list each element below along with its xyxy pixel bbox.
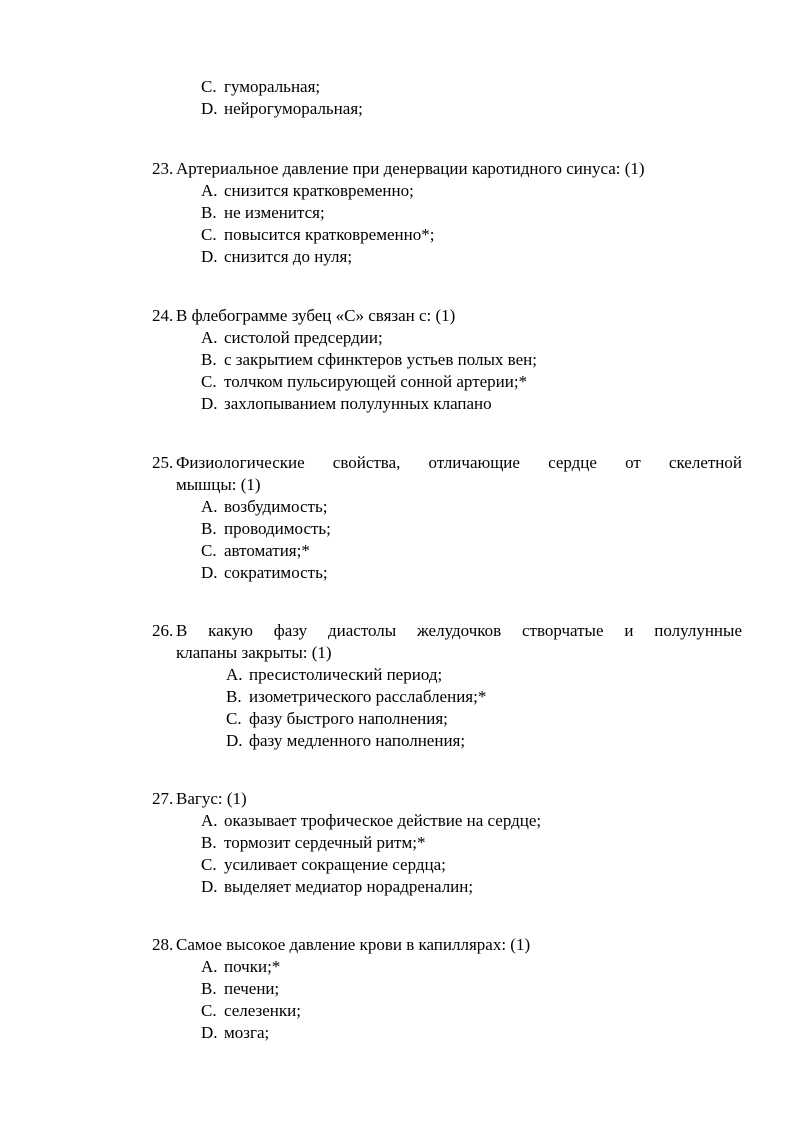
option-letter: C. bbox=[201, 225, 217, 244]
option-text: мозга; bbox=[224, 1023, 270, 1042]
option-item bbox=[0, 686, 800, 708]
continuation-options bbox=[0, 76, 800, 120]
option-text: снизится до нуля; bbox=[224, 247, 353, 266]
question-text-line-2: клапаны закрыты: (1) bbox=[176, 643, 332, 662]
question-26 bbox=[0, 620, 800, 752]
question-number: 25. bbox=[152, 453, 174, 472]
option-item bbox=[0, 327, 800, 349]
question-27 bbox=[0, 788, 800, 898]
option-text: фазу быстрого наполнения; bbox=[249, 709, 448, 728]
option-letter: A. bbox=[201, 328, 218, 347]
option-item bbox=[0, 876, 800, 898]
option-text: гуморальная; bbox=[224, 77, 321, 96]
question-24 bbox=[0, 305, 800, 415]
option-item bbox=[0, 393, 800, 415]
option-letter: B. bbox=[201, 350, 217, 369]
option-letter: A. bbox=[201, 497, 218, 516]
option-item bbox=[0, 180, 800, 202]
question-number: 28. bbox=[152, 935, 174, 954]
option-letter: B. bbox=[201, 519, 217, 538]
option-letter: D. bbox=[201, 1023, 218, 1042]
option-letter: B. bbox=[226, 687, 242, 706]
question-28 bbox=[0, 934, 800, 1044]
option-letter: C. bbox=[201, 1001, 217, 1020]
option-text: оказывает трофическое действие на сердце; bbox=[224, 811, 542, 830]
option-letter: B. bbox=[201, 203, 217, 222]
option-letter: C. bbox=[201, 855, 217, 874]
question-25 bbox=[0, 452, 800, 584]
option-item bbox=[0, 810, 800, 832]
option-item bbox=[0, 496, 800, 518]
option-letter: C. bbox=[201, 372, 217, 391]
option-letter: D. bbox=[201, 563, 218, 582]
question-number: 23. bbox=[152, 159, 174, 178]
question-text: Самое высокое давление крови в капиллярах: (1) bbox=[176, 935, 531, 954]
question-text-line-2: мышцы: (1) bbox=[176, 475, 261, 494]
option-item bbox=[0, 562, 800, 584]
option-letter: D. bbox=[201, 877, 218, 896]
option-item bbox=[0, 1000, 800, 1022]
option-text: возбудимость; bbox=[224, 497, 328, 516]
option-letter: B. bbox=[201, 979, 217, 998]
option-item bbox=[0, 730, 800, 752]
question-text: В флебограмме зубец «С» связан с: (1) bbox=[176, 306, 456, 325]
option-letter: C. bbox=[226, 709, 242, 728]
option-letter: D. bbox=[201, 394, 218, 413]
option-text: тормозит сердечный ритм;* bbox=[224, 833, 426, 852]
option-text: усиливает сокращение сердца; bbox=[224, 855, 446, 874]
option-letter: C. bbox=[201, 541, 217, 560]
option-item bbox=[0, 98, 800, 120]
question-number: 27. bbox=[152, 789, 174, 808]
option-text: нейрогуморальная; bbox=[224, 99, 363, 118]
option-item bbox=[0, 1022, 800, 1044]
option-text: захлопыванием полулунных клапано bbox=[224, 394, 492, 413]
option-text: автоматия;* bbox=[224, 541, 310, 560]
option-letter: D. bbox=[201, 247, 218, 266]
option-text: селезенки; bbox=[224, 1001, 301, 1020]
option-item bbox=[0, 246, 800, 268]
option-letter: C. bbox=[201, 77, 217, 96]
option-letter: D. bbox=[226, 731, 243, 750]
option-item bbox=[0, 224, 800, 246]
option-letter: A. bbox=[201, 957, 218, 976]
option-item bbox=[0, 978, 800, 1000]
option-text: печени; bbox=[224, 979, 280, 998]
option-text: пресистолический период; bbox=[249, 665, 443, 684]
question-number: 26. bbox=[152, 621, 174, 640]
question-number: 24. bbox=[152, 306, 174, 325]
option-item bbox=[0, 708, 800, 730]
option-text: выделяет медиатор норадреналин; bbox=[224, 877, 474, 896]
option-text: фазу медленного наполнения; bbox=[249, 731, 466, 750]
option-text: сократимость; bbox=[224, 563, 328, 582]
option-letter: A. bbox=[226, 665, 243, 684]
option-letter: B. bbox=[201, 833, 217, 852]
question-text-line-1: В какую фазу диастолы желудочков створчатые и полулунные bbox=[176, 621, 742, 640]
option-item bbox=[0, 202, 800, 224]
question-text: Вагус: (1) bbox=[176, 789, 247, 808]
option-item bbox=[0, 540, 800, 562]
option-text: толчком пульсирующей сонной артерии;* bbox=[224, 372, 528, 391]
option-letter: A. bbox=[201, 811, 218, 830]
option-text: снизится кратковременно; bbox=[224, 181, 414, 200]
option-letter: A. bbox=[201, 181, 218, 200]
option-item bbox=[0, 349, 800, 371]
option-item bbox=[0, 76, 800, 98]
option-text: проводимость; bbox=[224, 519, 331, 538]
option-item bbox=[0, 518, 800, 540]
question-23 bbox=[0, 158, 800, 268]
option-text: с закрытием сфинктеров устьев полых вен; bbox=[224, 350, 537, 369]
question-text-line-1: Физиологические свойства, отличающие сердце от скелетной bbox=[176, 453, 742, 472]
option-item bbox=[0, 371, 800, 393]
option-text: почки;* bbox=[224, 957, 281, 976]
option-item bbox=[0, 664, 800, 686]
option-text: не изменится; bbox=[224, 203, 325, 222]
option-text: повысится кратковременно*; bbox=[224, 225, 435, 244]
question-text: Артериальное давление при денервации каротидного синуса: (1) bbox=[176, 159, 645, 178]
option-item bbox=[0, 956, 800, 978]
option-text: изометрического расслабления;* bbox=[249, 687, 487, 706]
option-item bbox=[0, 832, 800, 854]
option-letter: D. bbox=[201, 99, 218, 118]
option-text: систолой предсердии; bbox=[224, 328, 383, 347]
option-item bbox=[0, 854, 800, 876]
